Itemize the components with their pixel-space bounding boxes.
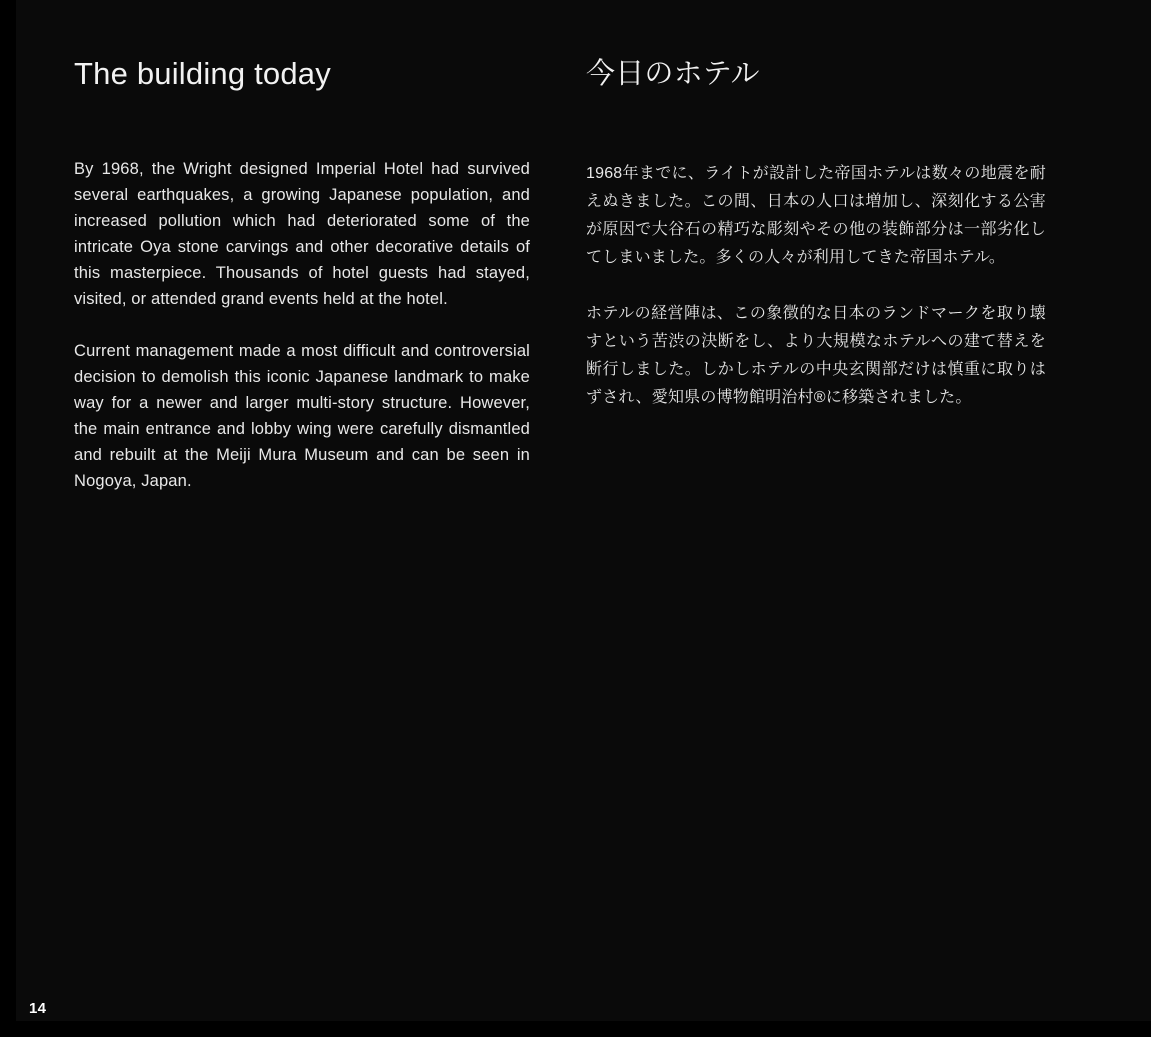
column-english bbox=[74, 54, 530, 520]
page-number: 14 bbox=[29, 1000, 47, 1017]
paragraph-japanese-1: 1968年までに、ライトが設計した帝国ホテルは数々の地震を耐えぬきました。この間、日本の人口は増加し、深刻化する公害が原因で大谷石の精巧な彫刻やその他の装飾部分は一部劣化してしまいました。多くの人々が利用してきた帝国ホテル。 bbox=[586, 165, 1046, 266]
paragraph-english-1: By 1968, the Wright designed Imperial Hotel had survived several earthquakes, a growing Japanese population, and increased pollution which had deteriorated some of the intricate Oya stone carvings and other decorative details of this masterpiece. Thousands of hotel guests had stayed, visited, or attended grand events held at the hotel. bbox=[74, 160, 530, 308]
paragraph-japanese-2: ホテルの経営陣は、この象徴的な日本のランドマークを取り壊すという苦渋の決断をし、より大規模なホテルへの建て替えを断行しました。しかしホテルの中央玄関部だけは慎重に取りはずされ、愛知県の博物館明治村®に移築されました。 bbox=[586, 305, 1046, 406]
heading-english: The building today bbox=[74, 56, 331, 91]
heading-japanese: 今日のホテル bbox=[586, 58, 760, 90]
paragraph-english-2: Current management made a most difficult and controversial decision to demolish this iconic Japanese landmark to make way for a newer and larger multi-story structure. However, the main entrance and lobby wing were carefully dismantled and rebuilt at the Meiji Mura Museum and can be seen in Nogoya, Japan. bbox=[74, 342, 530, 490]
column-japanese bbox=[586, 54, 1046, 438]
